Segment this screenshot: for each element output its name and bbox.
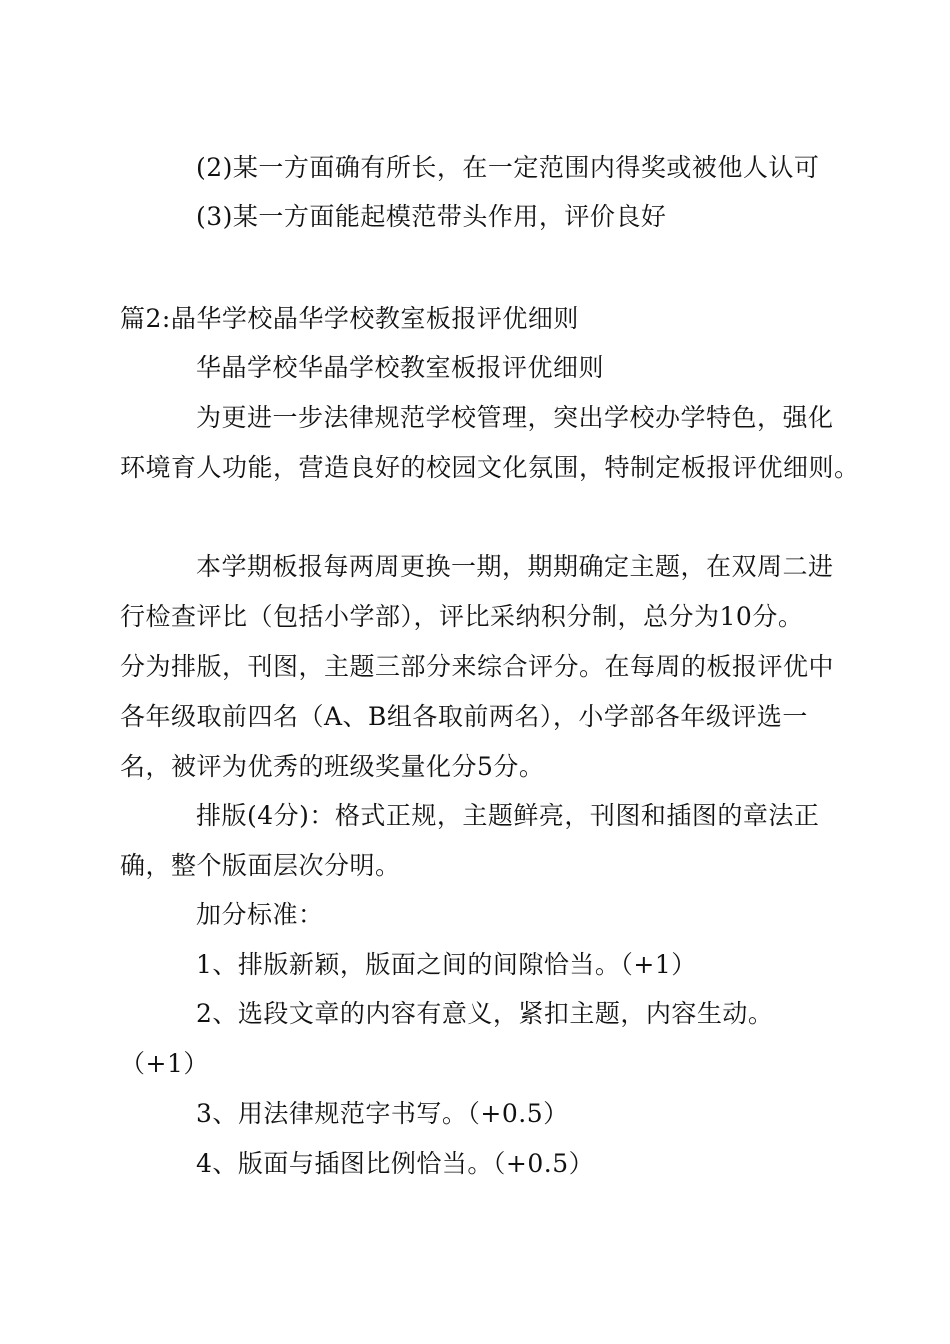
rules-paragraph-line: 行检查评比（包括小学部），评比采纳积分制，总分为10分。 bbox=[120, 602, 804, 631]
rules-paragraph-line: 本学期板报每两周更换一期，期期确定主题，在双周二进 bbox=[196, 552, 834, 581]
rules-paragraph-line: 分为排版，刊图，主题三部分来综合评分。在每周的板报评优中 bbox=[120, 652, 835, 681]
criterion-item-3: (3)某一方面能起模范带头作用，评价良好 bbox=[196, 202, 667, 231]
criterion-item-2: (2)某一方面确有所长，在一定范围内得奖或被他人认可 bbox=[196, 153, 820, 182]
rules-paragraph-line: 各年级取前四名（A、B组各取前两名），小学部各年级评选一 bbox=[120, 702, 808, 731]
bonus-item-2: 2、选段文章的内容有意义，紧扣主题，内容生动。 bbox=[196, 999, 774, 1028]
bonus-item-1: 1、排版新颖，版面之间的间隙恰当。（+1） bbox=[196, 950, 697, 979]
bonus-item-4: 4、版面与插图比例恰当。（+0.5） bbox=[196, 1149, 595, 1178]
bonus-item-2-continuation: （+1） bbox=[120, 1049, 209, 1078]
bonus-heading: 加分标准： bbox=[196, 900, 324, 929]
document-title: 华晶学校华晶学校教室板报评优细则 bbox=[196, 353, 605, 382]
rules-paragraph-line: 名，被评为优秀的班级奖量化分5分。 bbox=[120, 752, 545, 781]
section-heading: 篇2:晶华学校晶华学校教室板报评优细则 bbox=[120, 304, 579, 333]
layout-rule-line: 确，整个版面层次分明。 bbox=[120, 851, 401, 880]
intro-paragraph-line: 为更进一步法律规范学校管理，突出学校办学特色，强化 bbox=[196, 403, 834, 432]
bonus-item-3: 3、用法律规范字书写。（+0.5） bbox=[196, 1099, 569, 1128]
layout-rule-line: 排版(4分)：格式正规，主题鲜亮，刊图和插图的章法正 bbox=[196, 801, 820, 830]
intro-paragraph-line: 环境育人功能，营造良好的校园文化氛围，特制定板报评优细则。 bbox=[120, 453, 860, 482]
